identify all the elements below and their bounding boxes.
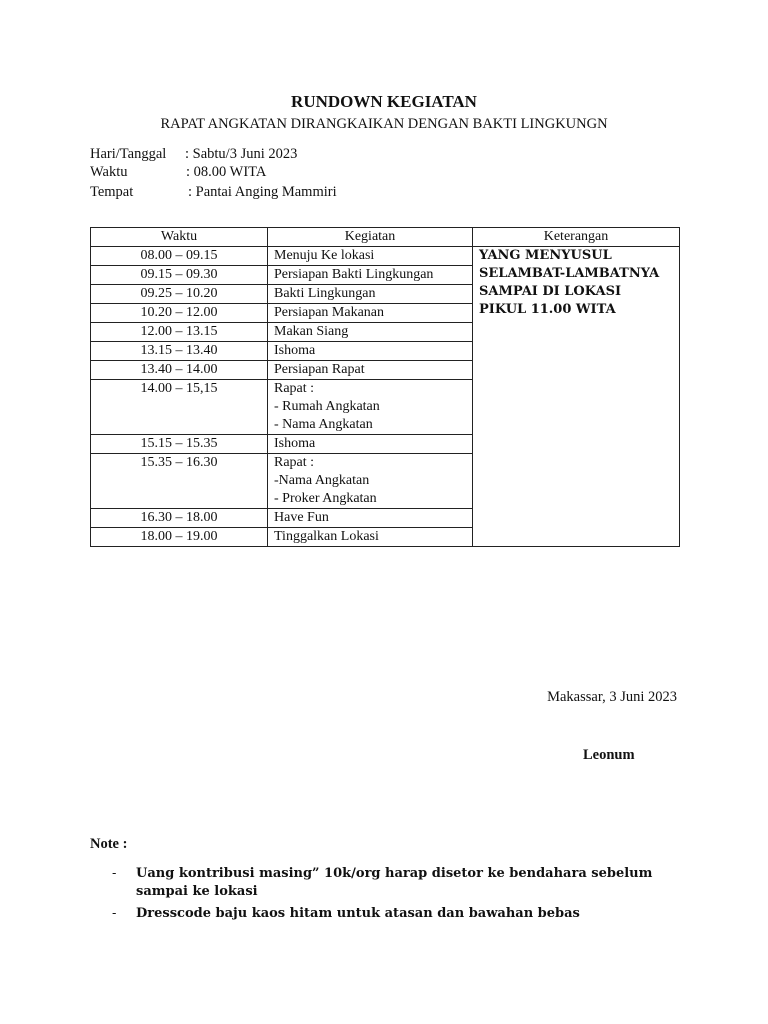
remark-line: YANG MENYUSUL bbox=[479, 248, 612, 263]
info-label: Hari/Tanggal bbox=[90, 146, 167, 162]
cell-time: 15.15 – 15.35 bbox=[91, 435, 268, 454]
activity-line: Persiapan Rapat bbox=[274, 362, 365, 377]
activity-line: - Proker Angkatan bbox=[274, 491, 377, 506]
cell-time: 13.15 – 13.40 bbox=[91, 342, 268, 361]
cell-remark bbox=[473, 247, 680, 547]
cell-time: 09.25 – 10.20 bbox=[91, 285, 268, 304]
cell-activity bbox=[268, 304, 473, 323]
cell-activity bbox=[268, 454, 473, 509]
info-value: : Pantai Anging Mammiri bbox=[188, 184, 337, 200]
note-item bbox=[90, 905, 690, 923]
place-date: Makassar, 3 Juni 2023 bbox=[547, 689, 677, 705]
cell-time: 13.40 – 14.00 bbox=[91, 361, 268, 380]
activity-line: Tinggalkan Lokasi bbox=[274, 529, 379, 544]
cell-activity bbox=[268, 247, 473, 266]
rundown-table bbox=[90, 227, 680, 547]
cell-time: 15.35 – 16.30 bbox=[91, 454, 268, 509]
column-header-time: Waktu bbox=[91, 228, 268, 247]
remark-line: PIKUL 11.00 WITA bbox=[479, 302, 616, 317]
cell-time: 14.00 – 15,15 bbox=[91, 380, 268, 435]
column-header-remark: Keterangan bbox=[473, 228, 680, 247]
info-label: Waktu bbox=[90, 164, 128, 180]
activity-line: Makan Siang bbox=[274, 324, 349, 339]
table-header-row bbox=[91, 228, 680, 247]
activity-line: Rapat : bbox=[274, 381, 315, 396]
activity-line: Persiapan Bakti Lingkungan bbox=[274, 267, 434, 282]
note-list bbox=[90, 865, 690, 927]
cell-activity bbox=[268, 285, 473, 304]
bullet-dash: - bbox=[112, 906, 117, 921]
cell-activity bbox=[268, 528, 473, 547]
cell-activity bbox=[268, 323, 473, 342]
document-title: RUNDOWN KEGIATAN bbox=[291, 92, 477, 111]
cell-activity bbox=[268, 435, 473, 454]
document-subtitle: RAPAT ANGKATAN DIRANGKAIKAN DENGAN BAKTI LINGKUNGN bbox=[160, 116, 608, 132]
cell-activity bbox=[268, 266, 473, 285]
note-text: Dresscode baju kaos hitam untuk atasan dan bawahan bebas bbox=[136, 906, 580, 921]
cell-time: 09.15 – 09.30 bbox=[91, 266, 268, 285]
info-value: : 08.00 WITA bbox=[186, 164, 267, 180]
activity-line: -Nama Angkatan bbox=[274, 473, 370, 488]
cell-activity bbox=[268, 380, 473, 435]
table-body bbox=[91, 247, 680, 547]
signer-name: Leonum bbox=[583, 747, 635, 763]
cell-time: 16.30 – 18.00 bbox=[91, 509, 268, 528]
remark-line: SELAMBAT-LAMBATNYA bbox=[479, 266, 660, 281]
activity-line: Have Fun bbox=[274, 510, 329, 525]
note-item bbox=[90, 865, 690, 901]
column-header-activity: Kegiatan bbox=[268, 228, 473, 247]
note-label: Note : bbox=[90, 836, 128, 852]
info-value: : Sabtu/3 Juni 2023 bbox=[185, 146, 298, 162]
activity-line: Rapat : bbox=[274, 455, 315, 470]
remark-line: SAMPAI DI LOKASI bbox=[479, 284, 622, 299]
cell-time: 08.00 – 09.15 bbox=[91, 247, 268, 266]
activity-line: Ishoma bbox=[274, 343, 316, 358]
cell-activity bbox=[268, 342, 473, 361]
cell-activity bbox=[268, 509, 473, 528]
cell-time: 12.00 – 13.15 bbox=[91, 323, 268, 342]
activity-line: Bakti Lingkungan bbox=[274, 286, 376, 301]
cell-activity bbox=[268, 361, 473, 380]
table-row bbox=[91, 247, 680, 266]
info-label: Tempat bbox=[90, 184, 134, 200]
activity-line: Ishoma bbox=[274, 436, 316, 451]
note-text: Uang kontribusi masing” 10k/org harap disetor ke bendahara sebelum sampai ke lokasi bbox=[136, 866, 653, 899]
cell-time: 10.20 – 12.00 bbox=[91, 304, 268, 323]
activity-line: - Rumah Angkatan bbox=[274, 399, 380, 414]
activity-line: Persiapan Makanan bbox=[274, 305, 385, 320]
cell-time: 18.00 – 19.00 bbox=[91, 528, 268, 547]
activity-line: - Nama Angkatan bbox=[274, 417, 373, 432]
bullet-dash: - bbox=[112, 866, 117, 881]
activity-line: Menuju Ke lokasi bbox=[274, 248, 375, 263]
